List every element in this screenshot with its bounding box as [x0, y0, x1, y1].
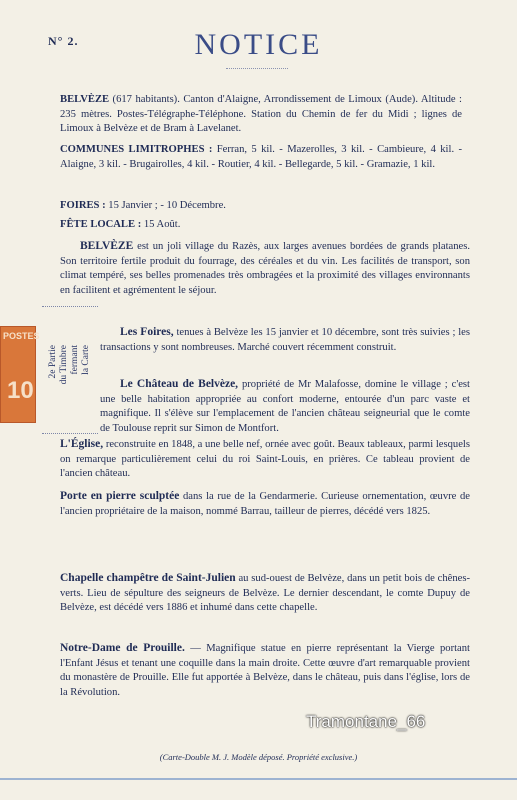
margin-note-line-4: la Carte: [81, 345, 91, 375]
communes-paragraph: [60, 143, 462, 172]
margin-note-line-3: fermant: [70, 345, 80, 375]
porte-body: dans la rue de la Gendarmerie. Curieuse ornementation, œuvre de l'ancien propriétaire de la maison, nommé Barrau, tailleur de pierres, décédé vers 1825.: [60, 491, 470, 517]
footer-note: (Carte-Double M. J. Modèle déposé. Propriété exclusive.): [159, 752, 358, 762]
stamp-margin-note: [16, 345, 91, 415]
intro-text: (617 habitants). Canton d'Alaigne, Arrondissement de Limoux (Aude). Altitude : 235 mètres. Postes-Télégraphe-Téléphone. Station du Chemin de fer du Midi ; lignes de Limoux à Belvèze et de Bram à Lavelanet.: [60, 94, 462, 135]
section-porte: [60, 489, 470, 519]
section-chateau: [100, 377, 470, 437]
bottom-rule: [0, 778, 517, 780]
communes-text: Ferran, 5 kil. - Mazerolles, 3 kil. - Cambieure, 4 kil. - Alaigne, 3 kil. - Brugairolles, 4 kil. - Routier, 4 kil. - Bellegarde, 5 kil. - Gramazie, 1 kil.: [60, 144, 462, 170]
fete-line: [60, 218, 462, 233]
chateau-body: propriété de Mr Malafosse, domine le village ; c'est une belle habitation appropriée au confort moderne, entourée d'un parc vaste et magnifique. Il s'élève sur l'emplacement de l'ancien château seigneurial que le comte de Toulouse reprit sur Simon de Montfort.: [100, 379, 470, 435]
description-text: est un joli village du Razès, aux larges avenues bordées de grands platanes. Son territoire fertile produit du fourrage, des céréales et du vin. Les facilités de transport, son climat tempéré, ses belles promenades très ombragées et la proximité des villages environnants en facilitent et agrémentent le séjour.: [60, 241, 470, 297]
eglise-body: reconstruite en 1848, a une belle nef, ornée avec goût. Beaux tableaux, parmi lesquels on remarque particulièrement celui du roi Saint-Louis, en prières. Ce tableau provient de l'ancien château.: [60, 439, 470, 480]
fete-label: FÊTE LOCALE :: [60, 219, 142, 230]
intro-paragraph: [60, 93, 462, 137]
foires-label: FOIRES :: [60, 200, 106, 211]
chateau-heading: Le Château de Belvèze,: [120, 378, 239, 390]
title-ornament: [226, 68, 288, 69]
description-paragraph: [60, 239, 470, 299]
chapelle-heading: Chapelle champêtre de Saint-Julien: [60, 572, 236, 584]
porte-heading: Porte en pierre sculptée: [60, 490, 180, 502]
section-chapelle: [60, 571, 470, 616]
margin-note-line-1: 2e Partie: [48, 345, 58, 379]
card-number: N° 2.: [48, 34, 79, 48]
fete-text: 15 Août.: [141, 219, 181, 230]
section-foires: [100, 325, 470, 355]
foires-heading: Les Foires,: [120, 326, 174, 338]
margin-note-line-2: du Timbre: [59, 345, 69, 385]
chapelle-body: au sud-ouest de Belvèze, dans un petit bois de chênes-verts. Lieu de sépulture des seigneurs de Belvèze. Le dernier descendant, le comte Dupuy de Belvèze, est décédé vers 1886 et inhumé dans cette chapelle.: [60, 573, 470, 614]
notre-dame-body: — Magnifique statue en pierre représentant la Vierge portant l'Enfant Jésus et tenant une coquille dans la main droite. Cette œuvre d'art remarquable provient du monastère de Prouille. Elle fut apportée à Belvèze, dans le château, puis dans l'église, lors de la Révolution.: [60, 643, 470, 699]
foires-body: tenues à Belvèze les 15 janvier et 10 décembre, sont très suivies ; les transactions y sont nombreuses. Marché couvert récemment construit.: [100, 327, 470, 353]
notre-dame-heading: Notre-Dame de Prouille.: [60, 642, 185, 654]
section-notre-dame: [60, 641, 470, 701]
stamp-value: 10: [7, 377, 34, 404]
foires-text: 15 Janvier ; - 10 Décembre.: [105, 200, 226, 211]
eglise-heading: L'Église,: [60, 438, 104, 450]
communes-label: COMMUNES LIMITROPHES :: [60, 144, 213, 155]
intro-name: BELVÈZE: [60, 94, 110, 105]
watermark: Tramontane_66: [306, 712, 426, 731]
stamp-text: POSTES: [3, 331, 40, 341]
foires-line: [60, 199, 462, 214]
section-eglise: [60, 437, 470, 482]
description-name: BELVÈZE: [80, 240, 134, 252]
page-title: NOTICE: [194, 28, 323, 61]
